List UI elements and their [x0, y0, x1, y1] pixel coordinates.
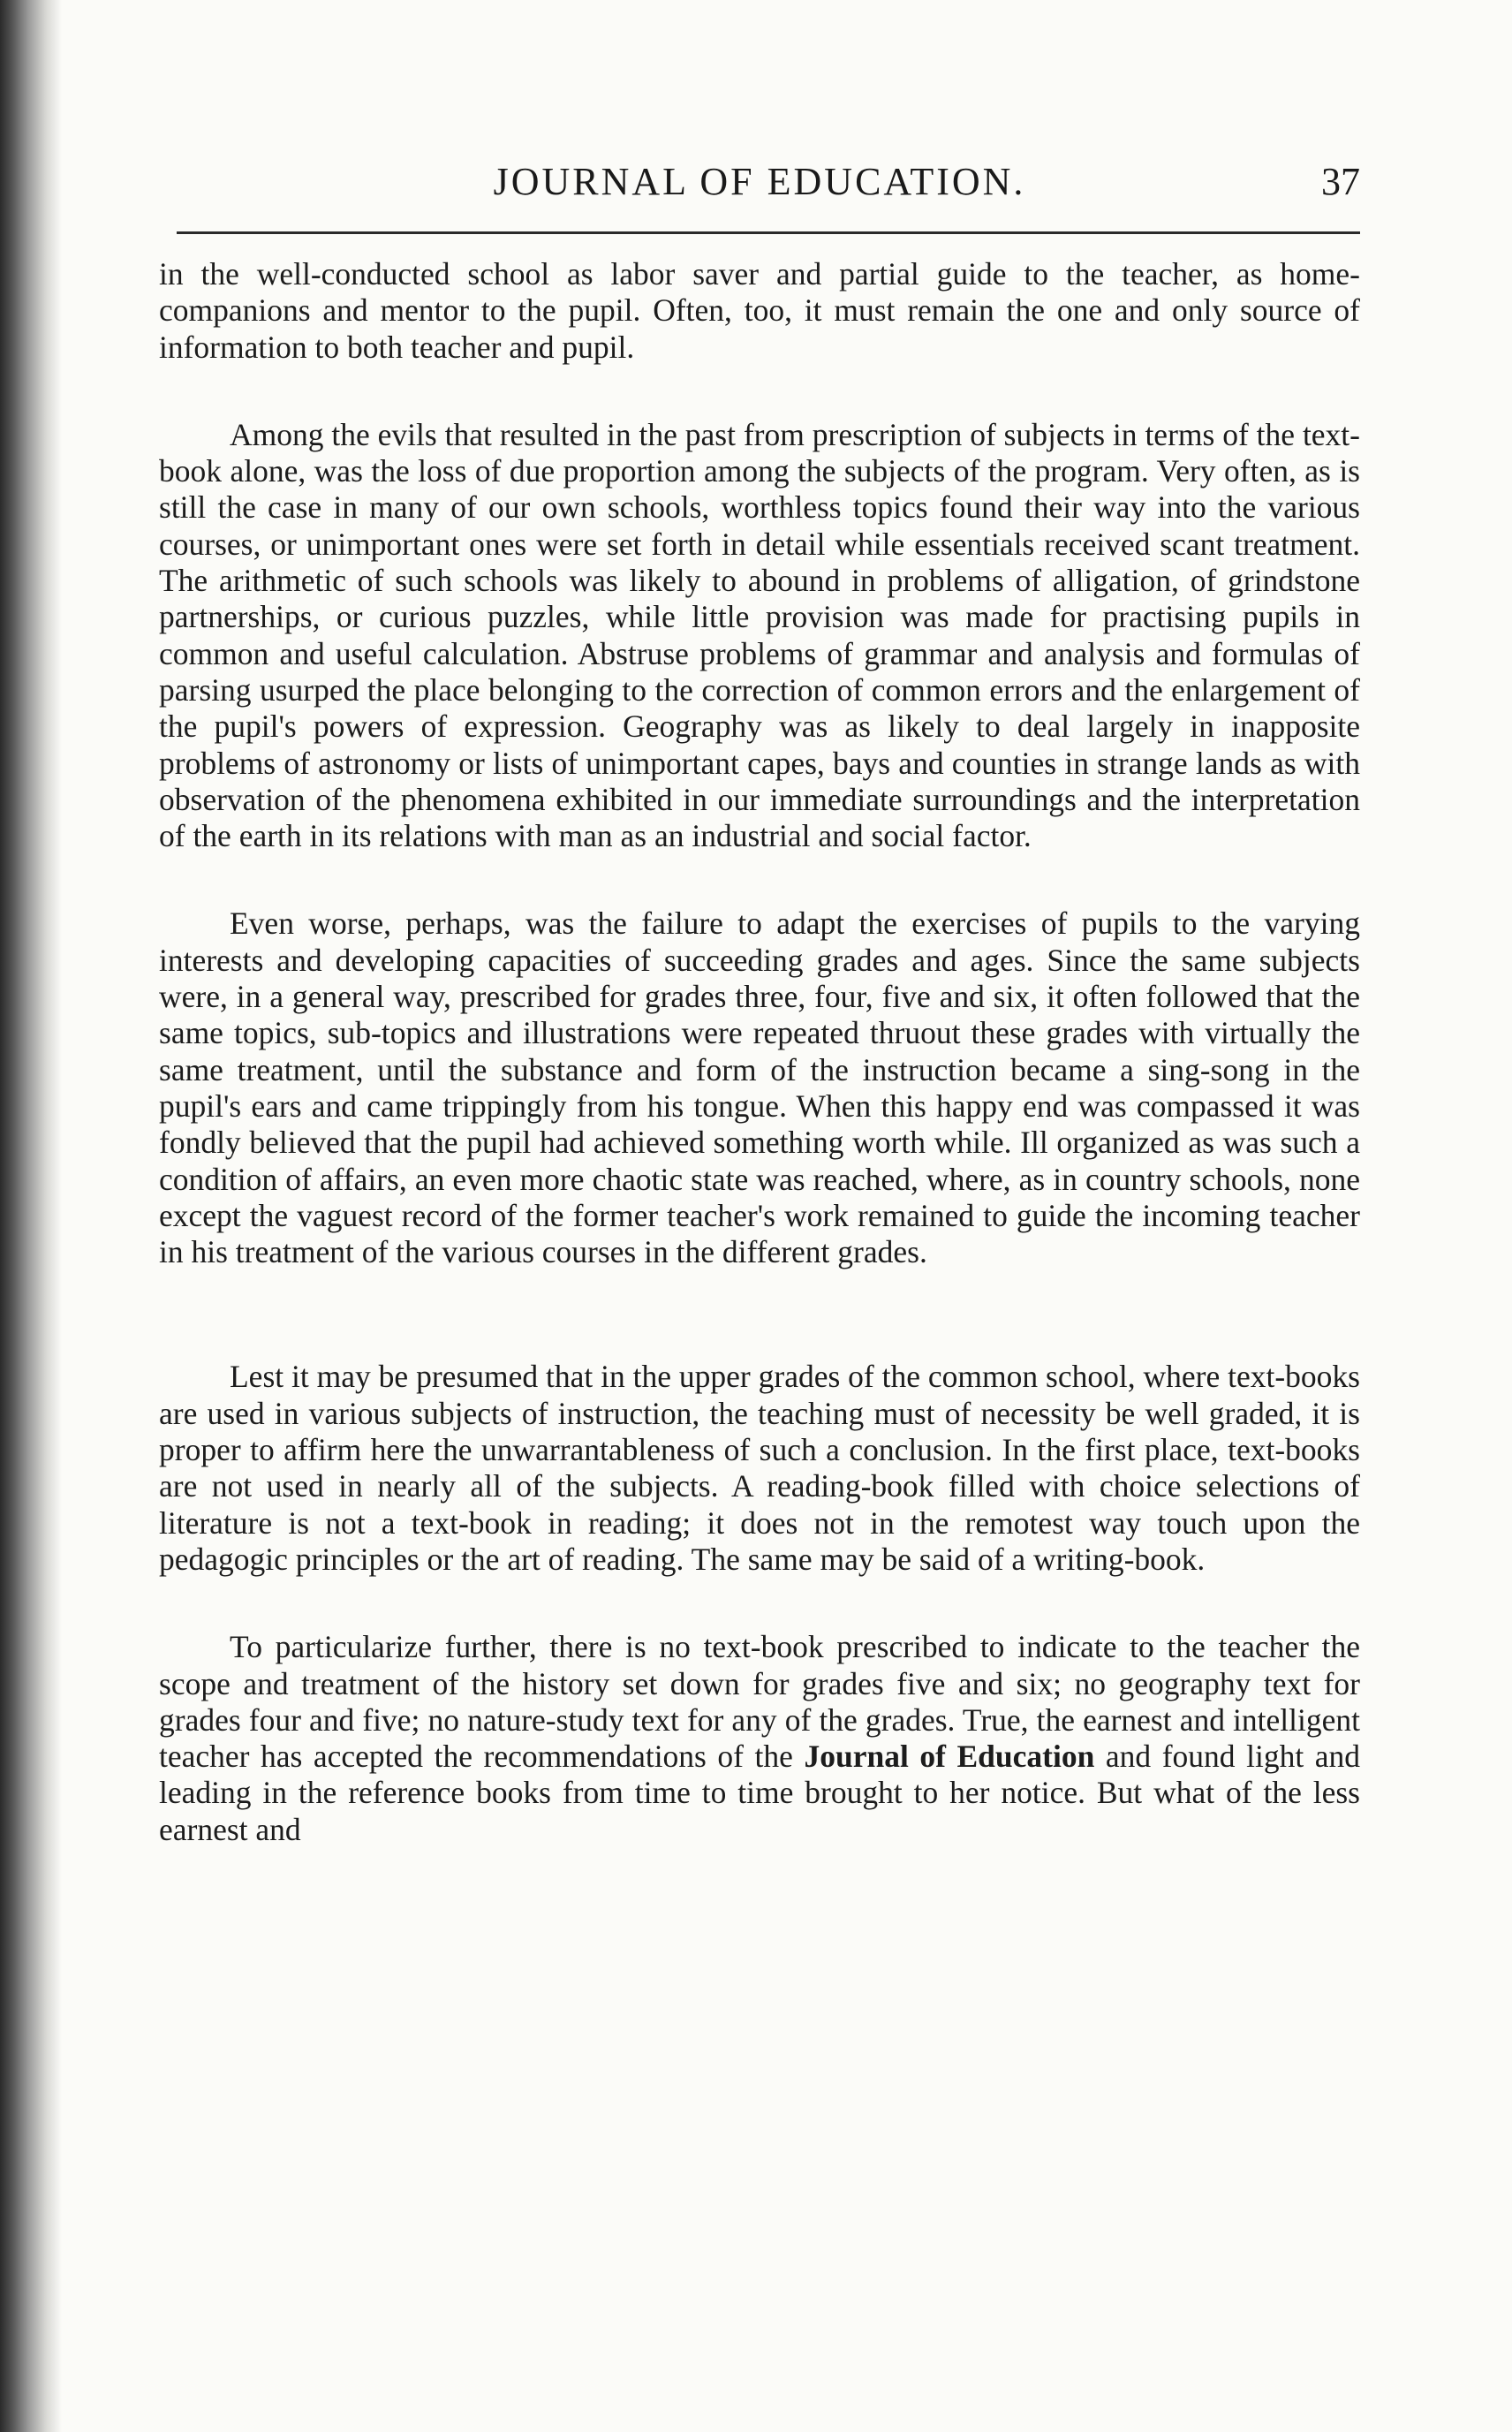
paragraph-2: Among the evils that resulted in the past from prescription of subjects in terms of the text-book alone, was the loss of due proportion among the subjects of the program. Very often, as is still the case in many of our own schools, worthless topics found their way into the various courses, or unimportant ones were set forth in detail while essentials received scant treatment. The arithmetic of such schools was likely to abound in problems of alligation, of grindstone partnerships, or curious puzzles, while little provision was made for practising pupils in common and useful calculation. Abstruse problems of grammar and analysis and formulas of parsing usurped the place belonging to the correction of common errors and the enlargement of the pupil's powers of expression. Geography was as likely to deal largely in inapposite problems of astronomy or lists of unimportant capes, bays and counties in strange lands as with observation of the phenomena exhibited in our immediate surroundings and the interpretation of the earth in its relations with man as an industrial and social factor.	[159, 416, 1360, 854]
paragraph-5-text-before: To particularize further, there is no text-book prescribed to indicate to the teacher the scope and treatment of the history set down for grades five and six; no geography text for grades four and five; no nature-study text for any of the grades. True, the earnest and intelligent teacher has accepted the recommendations of the	[159, 1629, 1360, 1775]
running-title: JOURNAL OF EDUCATION.	[493, 160, 1026, 203]
binding-shadow	[0, 0, 62, 2432]
page-number: 37	[1321, 160, 1360, 203]
paragraph-1: in the well-conducted school as labor saver and partial guide to the teacher, as home-companions and mentor to the pupil. Often, too, it must remain the one and only source of information to both teacher and pupil.	[159, 256, 1360, 365]
paragraph-3: Even worse, perhaps, was the failure to adapt the exercises of pupils to the varying interests and developing capacities of succeeding grades and ages. Since the same subjects were, in a general way, prescribed for grades three, four, five and six, it often followed that the same topics, sub-topics and illustrations were repeated thruout these grades with virtually the same treatment, until the substance and form of the instruction became a sing-song in the pupil's ears and came trippingly from his tongue. When this happy end was compassed it was fondly believed that the pupil had achieved something worth while. Ill organized as was such a condition of affairs, an even more chaotic state was reached, where, as in country schools, none except the vaguest record of the former teacher's work remained to guide the incoming teacher in his treatment of the various courses in the different grades.	[159, 905, 1360, 1270]
body-text	[159, 256, 1360, 1848]
header-rule	[177, 231, 1360, 234]
paragraph-5-text-after: and found light and leading in the reference books from time to time brought to her notice. But what of the less earnest and	[159, 1739, 1360, 1847]
paragraph-4: Lest it may be presumed that in the upper grades of the common school, where text-books are used in various subjects of instruction, the teaching must of necessity be well graded, it is proper to affirm here the unwarrantableness of such a conclusion. In the first place, text-books are not used in nearly all of the subjects. A reading-book filled with choice selections of literature is not a text-book in reading; it does not in the remotest way touch upon the pedagogic principles or the art of reading. The same may be said of a writing-book.	[159, 1359, 1360, 1577]
paragraph-5	[159, 1629, 1360, 1848]
journal-title-bold: Journal of Education	[804, 1739, 1095, 1775]
running-head	[159, 159, 1360, 212]
